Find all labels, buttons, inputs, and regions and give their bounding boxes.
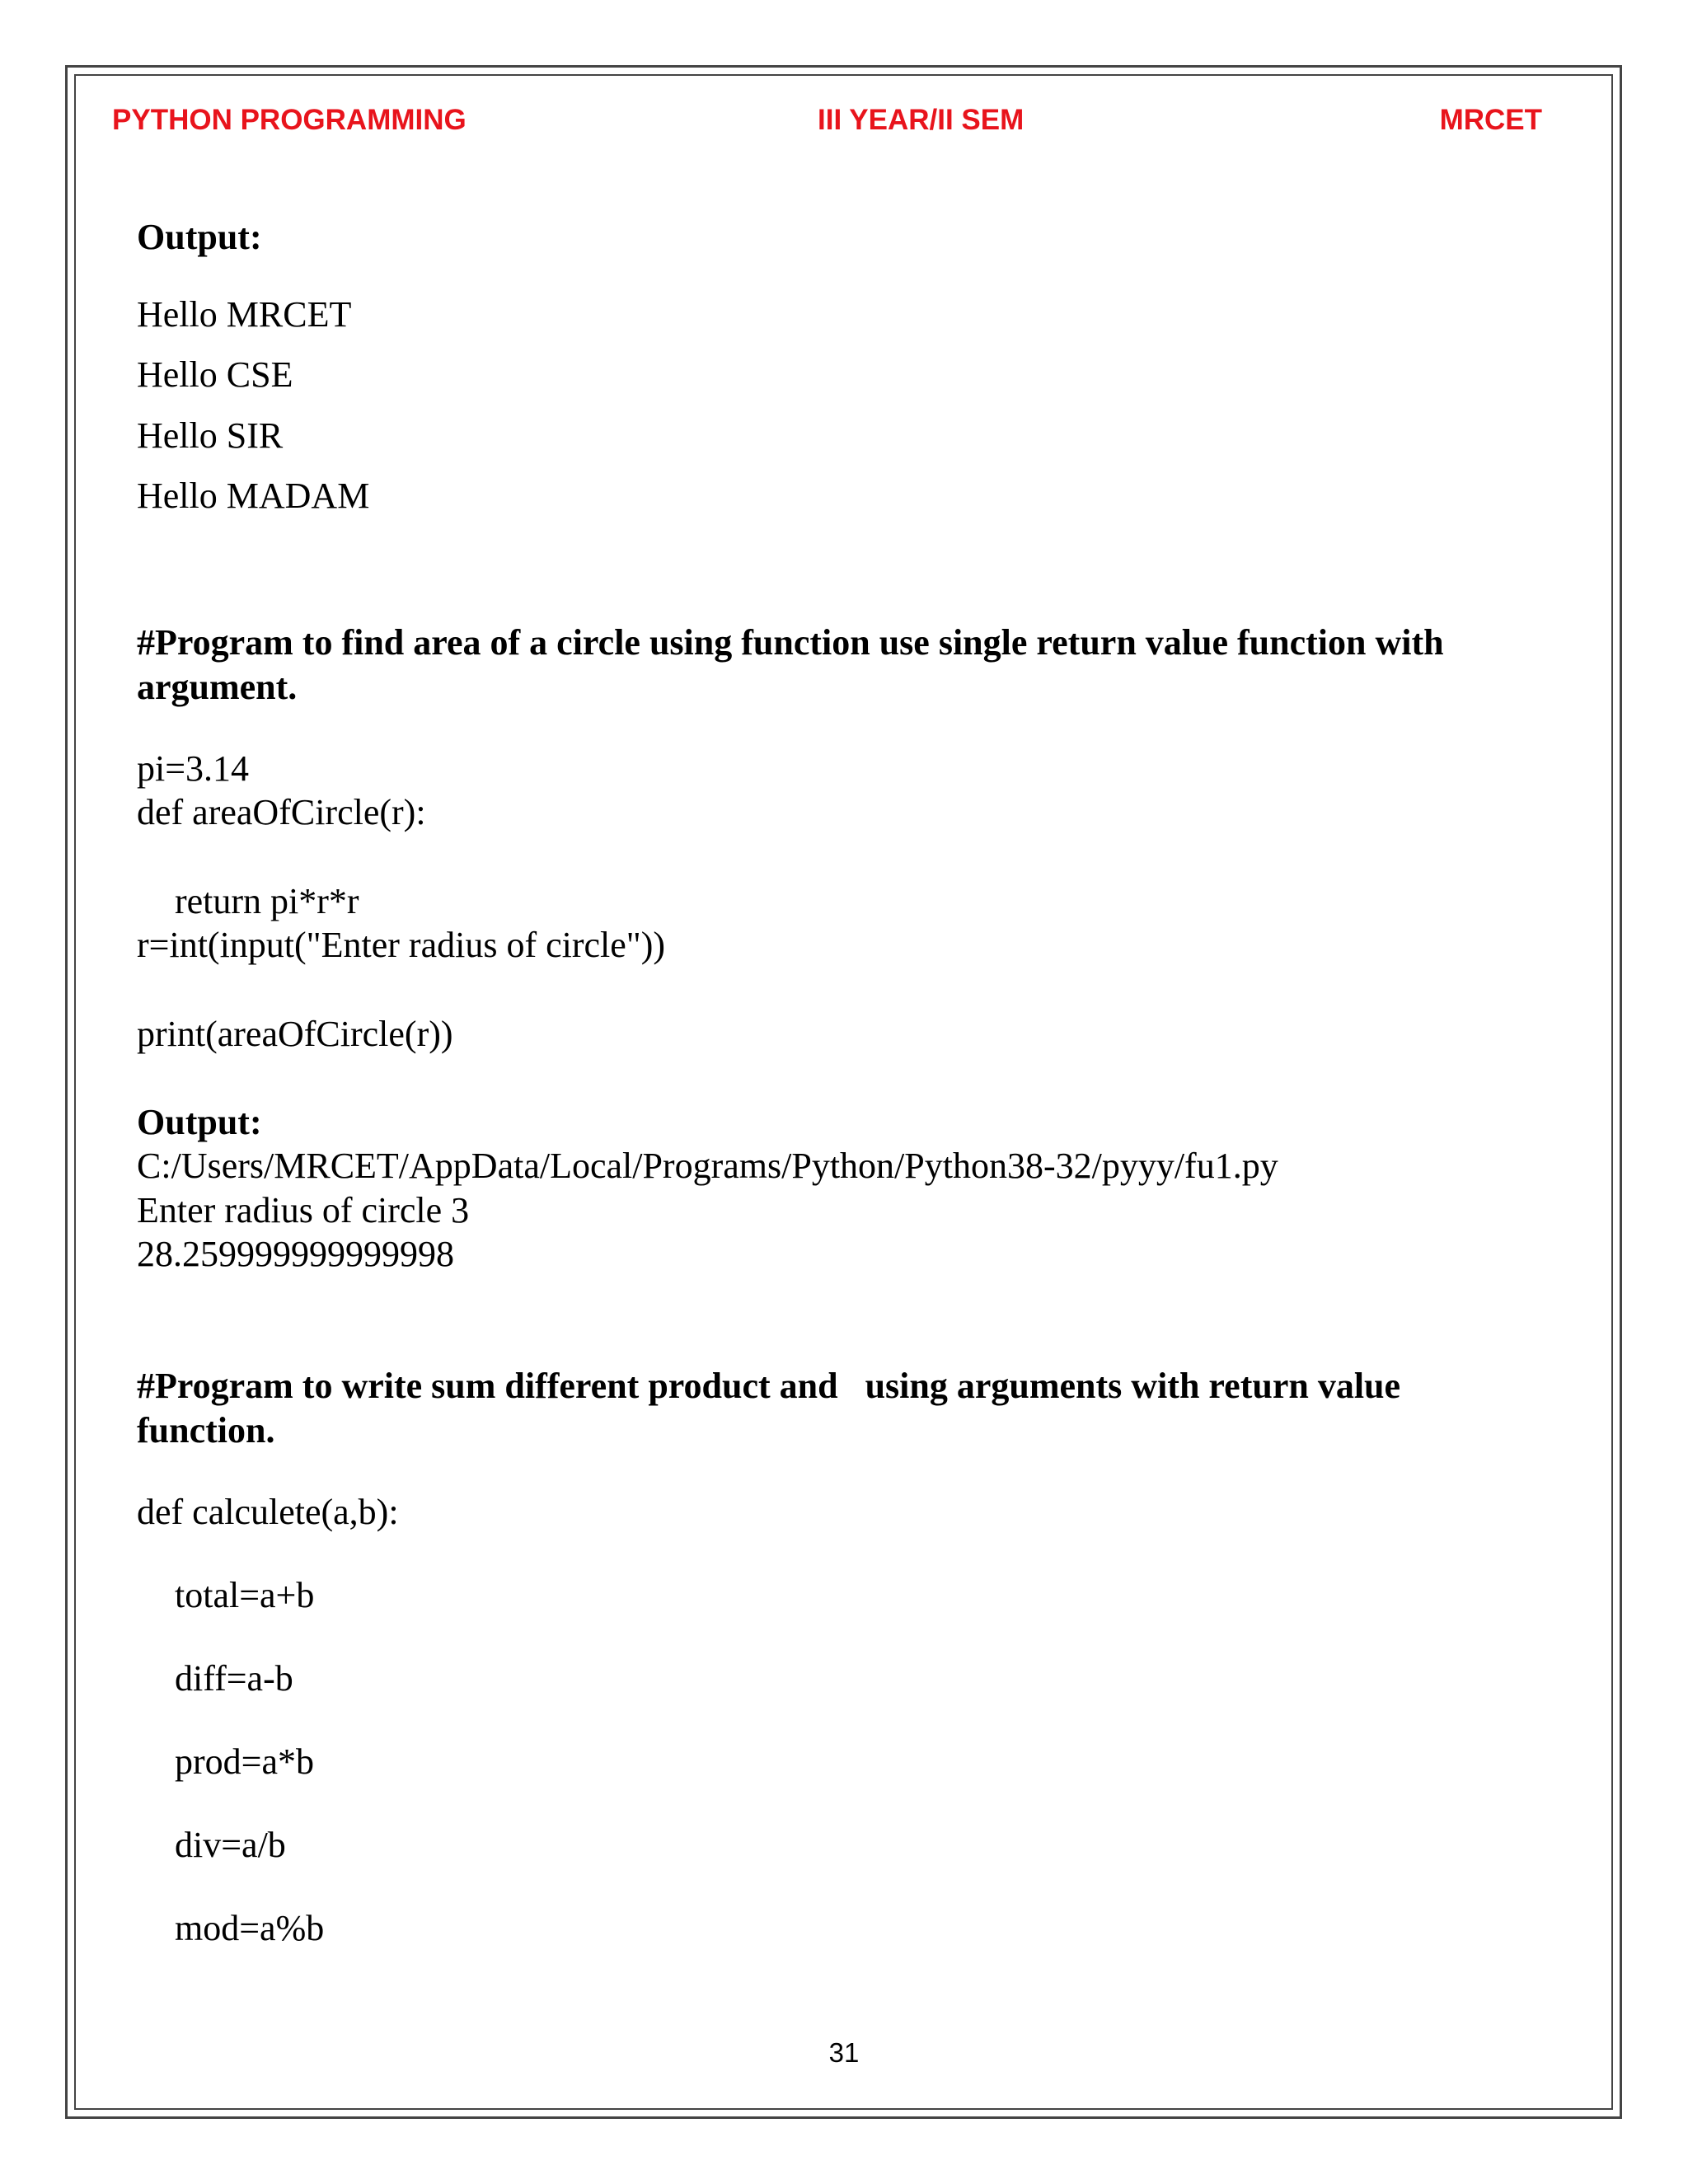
output-line: C:/Users/MRCET/AppData/Local/Programs/Python/Python38-32/pyyy/fu1.py (137, 1146, 1278, 1186)
program-heading: #Program to find area of a circle using function use single return value function with (137, 622, 1444, 663)
program-heading-continued: argument. (137, 667, 298, 707)
output-line: Hello MRCET (137, 294, 352, 335)
output-line: Hello SIR (137, 415, 284, 456)
code-line: pi=3.14 (137, 748, 250, 789)
code-line: prod=a*b (175, 1741, 314, 1782)
program-heading-continued: function. (137, 1410, 275, 1451)
code-line: return pi*r*r (175, 881, 359, 921)
page-header (112, 104, 1542, 140)
code-line: div=a/b (175, 1825, 286, 1865)
output-line: Enter radius of circle 3 (137, 1190, 470, 1230)
page-number: 31 (828, 2037, 860, 2068)
output-label: Output: (137, 217, 262, 257)
output-label: Output: (137, 1102, 262, 1142)
output-line: 28.259999999999998 (137, 1234, 454, 1274)
code-line: mod=a%b (175, 1908, 325, 1948)
header-course-title: PYTHON PROGRAMMING (112, 104, 467, 136)
code-line: print(areaOfCircle(r)) (137, 1014, 453, 1054)
program-heading: #Program to write sum different product and using arguments with return value (137, 1366, 1401, 1406)
output-line: Hello MADAM (137, 476, 370, 516)
page-border-inner (74, 74, 1613, 2110)
code-line: total=a+b (175, 1575, 315, 1615)
code-line: r=int(input("Enter radius of circle")) (137, 925, 666, 965)
header-year-semester: III YEAR/II SEM (818, 104, 1025, 136)
code-line: def areaOfCircle(r): (137, 792, 426, 832)
code-line: diff=a-b (175, 1658, 293, 1699)
header-institution: MRCET (1439, 104, 1542, 136)
output-line: Hello CSE (137, 354, 293, 395)
code-line: def calculete(a,b): (137, 1492, 399, 1532)
